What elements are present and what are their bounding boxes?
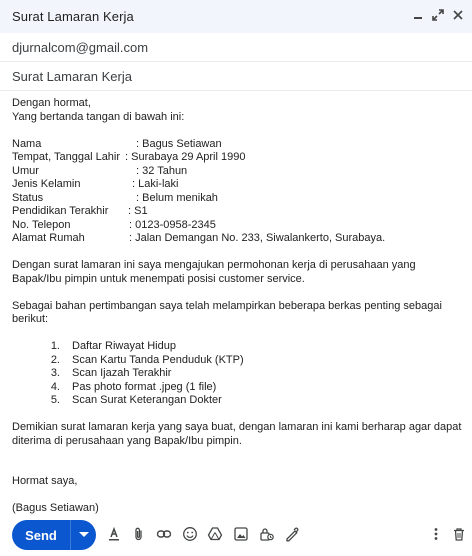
message-body[interactable] (12, 97, 468, 516)
info-row: Pendidikan Terakhir : S1 (12, 205, 148, 217)
info-table (12, 138, 468, 246)
subject-field[interactable] (0, 62, 472, 91)
signature-icon[interactable] (284, 526, 300, 542)
photo-icon[interactable] (233, 526, 249, 542)
info-row: Status : Belum menikah (12, 191, 218, 204)
emoji-icon[interactable] (182, 526, 198, 542)
attachment-list (12, 340, 468, 408)
format-text-icon[interactable] (106, 526, 122, 542)
link-icon[interactable] (156, 526, 172, 542)
paragraph-closing: Demikian surat lamaran kerja yang saya buat, dengan lamaran ini kami berharap agar dapat diterima di perusahaan yang Bapak/Ibu pimpin. (12, 421, 465, 447)
schedule-send-dropdown[interactable] (71, 520, 96, 550)
list-item: 3. Scan Ijazah Terakhir (50, 367, 172, 379)
compose-title-bar[interactable] (0, 0, 472, 33)
more-options-icon[interactable] (428, 526, 444, 542)
info-row: Alamat Rumah : Jalan Demangan No. 233, Siwalankerto, Surabaya. (12, 232, 386, 244)
confidential-icon[interactable] (258, 526, 274, 542)
info-row: Jenis Kelamin : Laki-laki (12, 178, 179, 190)
to-field[interactable] (0, 33, 472, 62)
info-row: Umur : 32 Tahun (12, 164, 188, 177)
compose-toolbar (0, 517, 472, 556)
greeting: Dengan hormat, (12, 97, 91, 109)
list-item: 4. Pas photo format .jpeg (1 file) (50, 380, 217, 393)
expand-icon[interactable] (432, 9, 444, 21)
chevron-down-icon (79, 532, 89, 538)
intro-line: Yang bertanda tangan di bawah ini: (12, 110, 185, 123)
window-controls (412, 9, 464, 21)
send-button[interactable]: Send (25, 527, 57, 543)
send-button-group (12, 520, 96, 550)
list-item: 2. Scan Kartu Tanda Penduduk (KTP) (50, 353, 244, 366)
minimize-icon[interactable] (412, 9, 424, 21)
to-recipient[interactable]: djurnalcom@gmail.com (12, 39, 149, 55)
list-item: 1. Daftar Riwayat Hidup (50, 340, 176, 352)
signature-line: (Bagus Setiawan) (12, 502, 99, 514)
closing-line: Hormat saya, (12, 475, 78, 487)
paragraph-application: Dengan surat lamaran ini saya mengajukan permohonan kerja di perusahaan yang Bapak/Ibu pimpin untuk menempati posisi customer service. (12, 259, 419, 285)
attach-icon[interactable] (131, 526, 147, 542)
compose-title: Surat Lamaran Kerja (12, 9, 134, 24)
trash-icon[interactable] (451, 526, 467, 542)
paragraph-attachments-intro: Sebagai bahan pertimbangan saya telah melampirkan beberapa berkas penting sebagai berikut: (12, 299, 445, 325)
close-icon[interactable] (452, 9, 464, 21)
subject-input[interactable]: Surat Lamaran Kerja (12, 68, 132, 84)
info-row: Tempat, Tanggal Lahir : Surabaya 29 April 1990 (12, 151, 246, 163)
info-row: No. Telepon : 0123-0958-2345 (12, 218, 216, 231)
drive-icon[interactable] (207, 526, 223, 542)
info-row: Nama : Bagus Setiawan (12, 137, 222, 150)
list-item: 5. Scan Surat Keterangan Dokter (50, 394, 222, 406)
